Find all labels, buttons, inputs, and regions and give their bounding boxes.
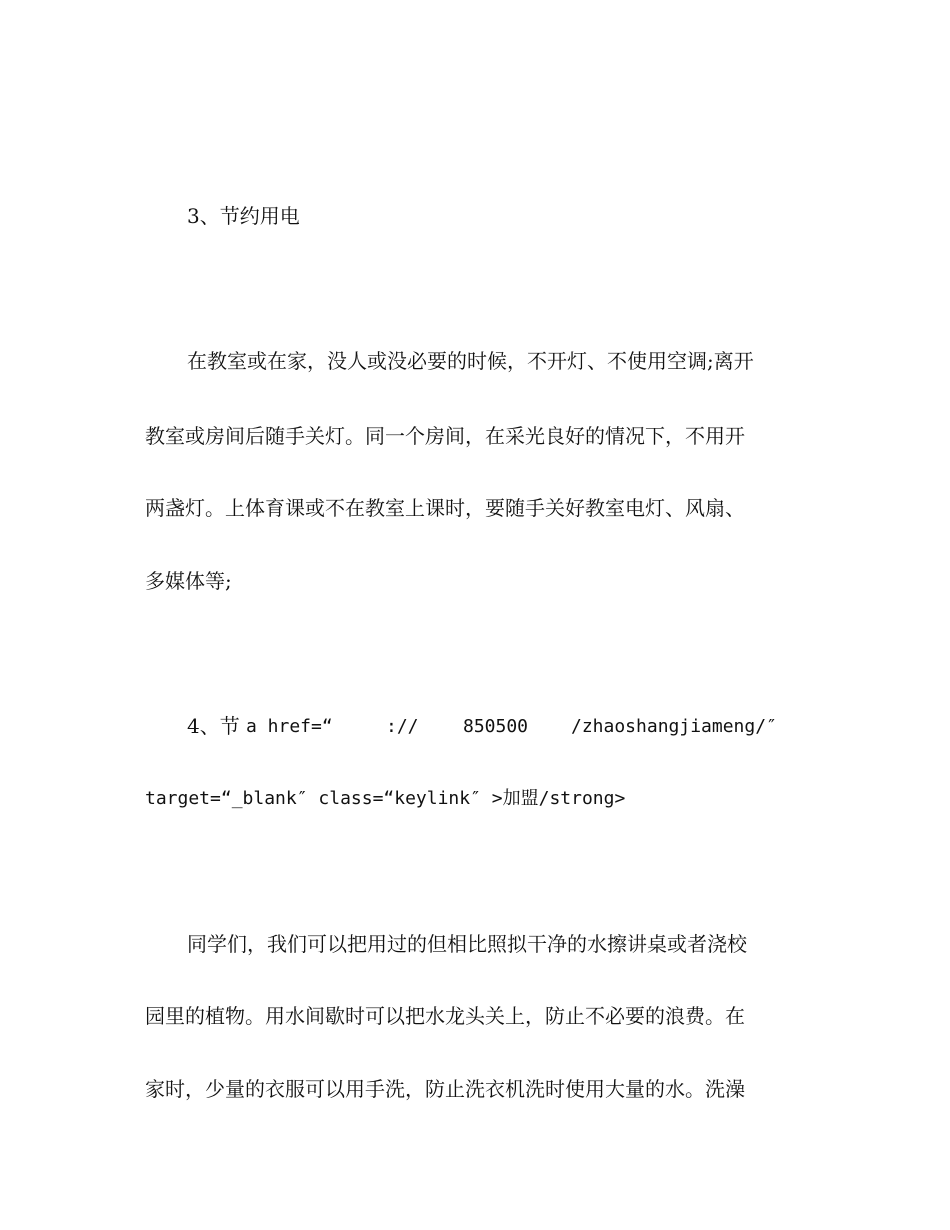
- paragraph-line: 教室或房间后随手关灯。同一个房间，在采光良好的情况下，不用开: [145, 424, 745, 448]
- paragraph-line: 两盏灯。上体育课或不在教室上课时，要随手关好教室电灯、风扇、: [145, 496, 745, 520]
- paragraph-line: 家时，少量的衣服可以用手洗，防止洗衣机洗时使用大量的水。洗澡: [145, 1077, 745, 1101]
- section-4-code-part: /zhaoshangjiameng/″: [571, 716, 777, 737]
- paragraph-line: 同学们，我们可以把用过的但相比照拟干净的水擦讲桌或者浇校: [187, 932, 747, 956]
- paragraph-line: 多媒体等;: [145, 569, 232, 593]
- section-4-code-part: a href=“: [246, 716, 333, 737]
- paragraph-line: 在教室或在家，没人或没必要的时候，不开灯、不使用空调;离开: [187, 349, 754, 373]
- section-4-heading-prefix: 4、节: [187, 714, 240, 738]
- section-3-heading: 3、节约用电: [187, 204, 300, 228]
- paragraph-line: 园里的植物。用水间歇时可以把水龙头关上，防止不必要的浪费。在: [145, 1004, 745, 1028]
- section-4-code-part: ://: [386, 716, 419, 737]
- section-4-code-line: target=“_blank″ class=“keylink″ >加盟/strong>: [145, 788, 626, 809]
- section-4-code-part: 850500: [463, 716, 529, 737]
